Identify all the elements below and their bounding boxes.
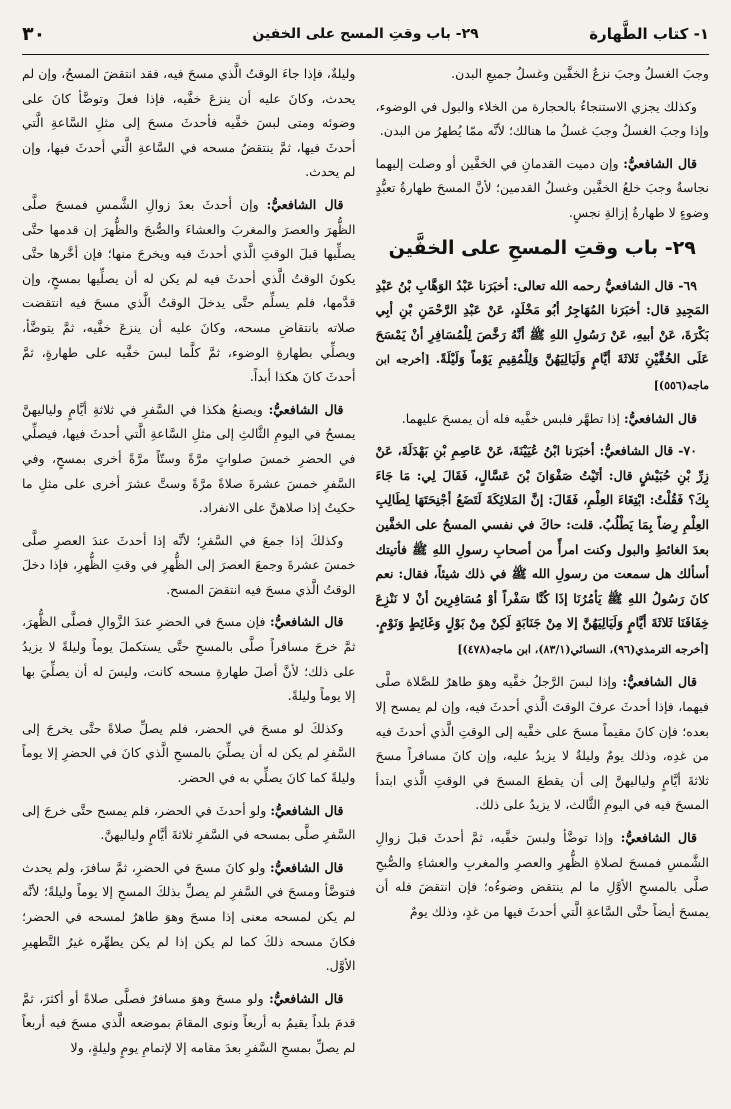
hadith-paragraph: ٧٠- قال الشافعيُّ: أخبَرَنا ابْنُ عُيَيْنَةَ، عَنْ عَاصِمِ بْنِ بَهْدَلَةَ، عَنْ زِرِّ بْنِ حُبَيْشٍ قال: أتَيْتُ صَفْوَانَ بْنَ عَسَّالٍ، فَقَالَ لِي: مَا جَاءَ بِكَ؟ فَقُلْتُ: ابْتِغَاءَ العِلْمِ، فَقَالَ: إنَّ المَلائِكَةَ لَتَضَعُ أجْنِحَتَهَا لِطَالِبِ العِلْمِ رِضاً بِمَا يَطْلُبُ. قلت: حاكَ في نفسي المسحُ على الخفَّين بعدَ الغائطِ والبول وكنت امرأً من أصحابِ رسولِ اللهِ ﷺ فأتيتك أسألك هل سمعت من رسولِ الله ﷺ في ذلك شيئاً، فقال: نعم كانَ رَسُولُ اللهِ ﷺ يَأمُرُنَا إذَا كُنَّا سَفْراً أوْ مُسَافِرِينَ أنْ لا نَنْزِعَ خِفَافَنَا ثَلاثَةَ أيَّامٍ وَلَيَالِيَهُنَّ إلا مِنْ جَنَابَةٍ لَكِنْ مِنْ بَوْلٍ وَغَائِطٍ وَنَوْمٍ. [أخرجه الترمذي(٩٦)، النسائي(٨٣/١)، ابن ماجه(٤٧٨)] (375, 443, 709, 656)
header-book-title: ١- كتاب الطَّهارة (589, 25, 709, 43)
paragraph: قال الشافعيُّ: فإن مسحَ في الحضرِ عندَ الزَّوالِ فصلَّى الظُّهرَ، ثمَّ خرجَ مسافراً صلَّى بالمسحِ حتَّى يستكملَ يوماً وليلةً لا يزيدُ على ذلك؛ لأنَّ أصلَ طهارةِ مسحه كانت، وليسَ له أن يصلِّيَ بها إلا يوماً وليلةً. (22, 614, 356, 704)
paragraph: قال الشافعيُّ: وإذا توضَّأ ولبسَ خفَّيه، ثمَّ أحدثَ قبلَ زوالِ الشَّمسِ فمسحَ لصلاةِ الظُّهرِ والعصرِ والمغربِ والعشاءِ والصُّبحِ صلَّى بالمسحِ الأوَّلِ ما لم ينتقض وضوءُه؛ فإن انتقضَ فله أن يمسحَ أيضاً حتَّى السَّاعةِ الَّتي أحدثَ فيها من غدٍ، وذلك يومٌ (375, 830, 709, 919)
speaker-lead: قال الشافعيُّ: (269, 990, 344, 1006)
paragraph: قال الشافعيُّ: وإن أحدثَ بعدَ زوالِ الشَّمسِ فمسحَ صلَّى الظُّهرَ والعصرَ والمغربَ والعشاءَ والصُّبحَ والظُّهرَ إن قدمها حتَّى يصلِّيها قبلَ الوقتِ الَّذي أحدثَ فيه ويخرجَ منها؛ فإن أخَّرها حتَّى يكونَ الوقتُ الَّذي أحدثَ فيه لم يكن له أن يصلِّيها بمسحٍ، وإن قدَّمها، فلم يسلِّم حتَّى يدخلَ الوقتُ الَّذي مسحَ فيه انتقضت صلاته بانتقاضِ مسحه، وكانَ عليه أن ينزعَ خفَّيه، ثمَّ يتوضَّأ، ويصلِّي بطهارةِ الوضوء، ثمَّ كلَّما لبسَ خفَّيه على طهارةٍ، ثمَّ أحدثَ كانَ هكذا أبداً. (22, 196, 356, 385)
running-header (22, 14, 709, 55)
paragraph: وكذلكَ لو مسحَ في الحضر، فلم يصلِّ صلاةً حتَّى يخرجَ إلى السَّفرِ لم يكن له أن يصلِّيَ بالمسحِ الَّذي كانَ في الحضرِ إلا يوماً وليلةً كما كانَ يصلِّي به في الحضر. (22, 720, 356, 786)
speaker-lead: قال الشافعيُّ: (620, 830, 697, 846)
text-columns (22, 62, 709, 1101)
speaker-lead: قال الشافعيُّ: (266, 196, 344, 212)
speaker-lead: قال الشافعيُّ: (270, 802, 344, 818)
speaker-lead: قال الشافعيُّ: (268, 401, 344, 417)
hadith-number: ٦٩- قال الشافعيُّ (605, 277, 697, 293)
paragraph: وكذلك يجزي الاستنجاءُ بالحجارة من الخلاء والبول في الوضوء، وإذا وجبَ الغسلُ وجبَ غسلُ ما هنالك؛ لأنَّه ممّا يُطهرُ من البدن. (375, 98, 709, 139)
speaker-lead: قال الشافعيُّ: (623, 410, 697, 426)
hadith-number: ٧٠- قال الشافعيُّ: (599, 443, 697, 459)
speaker-lead: قال الشافعيُّ: (269, 859, 344, 875)
page-number: ٣٠ (22, 23, 46, 45)
paragraph: قال الشافعيُّ: وإذا لبسَ الرَّجلُ خفَّيه وهوَ طاهرٌ للصَّلاة صلَّى فيهما، فإذا أحدثَ عرفَ الوقتَ الَّذي أحدثَ فيه، وإن لم يمسح إلا بعده؛ فإن كانَ مقيماً مسحَ على خفَّيه إلى الوقتِ الَّذي أحدثَ فيه من غدِه، وذلك يومٌ وليلةٌ لا يزيدُ عليه، وإن كانَ مسافراً مسحَ ثلاثةَ أيَّامٍ ولياليهنَّ إلى أن يقطعَ المسحَ في الوقتِ الَّذي ابتدأ المسحَ فيه في اليومِ الثَّالث، لا يزيدُ على ذلك. (375, 674, 709, 813)
paragraph: قال الشافعيُّ: ولو أحدثَ في الحضر، فلم يمسح حتَّى خرجَ إلى السَّفرِ صلَّى بمسحه في السَّفرِ ثلاثةَ أيَّامٍ ولياليهنَّ. (22, 802, 356, 843)
speaker-lead: قال الشافعيُّ: (269, 614, 344, 630)
paragraph: قال الشافعيُّ: ولو مسحَ وهوَ مسافرٌ فصلَّى صلاةً أو أكثرَ، ثمَّ قدمَ بلداً يقيمُ به أربعاً ونوى المقامَ بموضعه الَّذي مسحَ فيه أربعاً لم يصلِّ بمسحِ السَّفرِ بعدَ مقامه إلا لإتمامِ يومٍ وليلةٍ، ولا (22, 990, 356, 1055)
hadith-reference: [أخرجه ابن ماجه(٥٥٦)] (375, 353, 709, 392)
speaker-lead: قال الشافعيُّ: (622, 674, 697, 690)
paragraph: وكذلكَ إذا جمعَ في السَّفرِ؛ لأنَّه إذا أحدثَ عندَ العصرِ صلَّى خمسَ عشرةَ وجمعَ العصرَ إلى الظُّهرِ في وقتِ الظُّهرِ، فإذا دخلَ الوقتُ الَّذي مسحَ فيه انتقضَ المسح. (22, 532, 356, 597)
paragraph: وليلةٌ، فإذا جاءَ الوقتُ الَّذي مسحَ فيه، فقد انتقضَ المسحُ، وإن لم يحدث، وكانَ عليه أن ينزعَ خفَّيه، فإذا فعلَ وتوضَّأ كانَ على وضوئه ومتى لبسَ خفَّيه فأحدثَ مسحَ إلى مثلِ السَّاعةِ الَّتي أحدثَ فيها، ثمَّ ينتقضُ مسحه في السَّاعةِ الَّتي أحدثَ فيها، وإن لم يحدث. (22, 66, 356, 180)
paragraph: وجبَ الغسلُ وجبَ نزعُ الخفَّين وغسلُ جميعِ البدن. (451, 66, 709, 81)
paragraph: قال الشافعيُّ: وإن دميت القدمانِ في الخفَّين أو وصلت إليهما نجاسةٌ وجبَ خلعُ الخفَّين وغسلُ القدمين؛ لأنَّ المسحَ طهارةُ تعبُّدٍ وضوءٍ لا طهارةُ إزالةِ نجسٍ. (375, 155, 709, 220)
left-column (22, 62, 356, 1101)
paragraph: قال الشافعيُّ: إذا تطهَّر فلبس خفَّيه فله أن يمسحَ عليهما. (401, 410, 697, 426)
paragraph: قال الشافعيُّ: ولو كانَ مسحَ في الحضرِ، ثمَّ سافرَ، ولم يحدث فتوضَّأ ومسحَ في السَّفرِ لم يصلِّ بذلكَ المسحِ إلا يوماً وليلةً؛ لأنَّه لم يكن لمسحه معنى إذا مسحَ وهوَ طاهرٌ لمسحه في الحضر؛ فكانَ مسحه ذلكَ كما لم يكن إذا لم يكن يطهِّره غيرُ التَّطهيرِ الأوَّل. (22, 859, 356, 974)
hadith-reference: [أخرجه الترمذي(٩٦)، النسائي(٨٣/١)، ابن ماجه(٤٧٨)] (457, 642, 709, 656)
hadith-paragraph: ٦٩- قال الشافعيُّ رحمه الله تعالى: أخبَرَنا عَبْدُ الوَهَّابِ بْنُ عَبْدِ المَجِيدِ قال: أخبَرَنا المُهَاجِرُ أبُو مَخْلَدٍ، عَنْ عَبْدِ الرَّحْمَنِ بْنِ أبِي بَكْرَةَ، عَنْ أبيهِ، عَنْ رَسُولِ اللهِ ﷺ أنَّهُ رَخَّصَ لِلْمُسَافِرِ أنْ يَمْسَحَ عَلَى الخُفَّيْنِ ثَلاثَةَ أيَّامٍ وَلَيَالِيَهُنَّ وَلِلْمُقِيمِ يَوْماً وَلَيْلَةً. [أخرجه ابن ماجه(٥٥٦)] (375, 277, 709, 392)
section-heading: ٢٩- باب وقتِ المسحِ على الخفَّين (388, 236, 696, 259)
right-column (376, 62, 710, 1101)
paragraph: قال الشافعيُّ: ويصنعُ هكذا في السَّفرِ في ثلاثةِ أيَّامٍ ولياليهنَّ يمسحُ في اليومِ الثَّالثِ إلى مثلِ السَّاعةِ الَّتي أحدثَ فيها، فيصلِّي في الحضرِ خمسَ صلواتٍ مرَّةً وستّاً مرَّةً أخرى بمسحٍ، وفي السَّفرِ خمسَ عشرةَ صلاةً مرَّةً وستَّ عشرَ أخرى على مثلِ ما حكيتُ إذا صلاهنَّ على الانفراد. (22, 401, 356, 516)
header-chapter-title: ٢٩- باب وقتِ المسح على الخفين (252, 26, 479, 42)
speaker-lead: قال الشافعيُّ: (623, 155, 697, 171)
